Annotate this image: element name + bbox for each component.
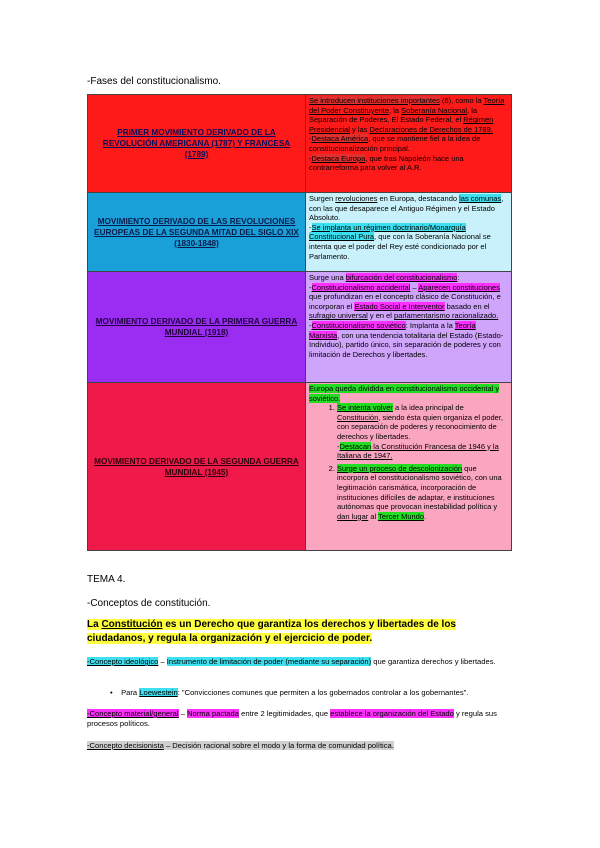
text-span: : "Convicciones comunes que permiten a los gobernados controlar a los gobernantes". xyxy=(177,688,469,697)
text-span: , que tras Napoleón hace una contrarreforma para volver al A.R. xyxy=(309,153,464,173)
text-span: bifurcación del constitucionalismo xyxy=(345,273,458,282)
list-item xyxy=(337,403,508,461)
row-title: MOVIMIENTO DERIVADO DE LA SEGUNDA GUERRA MUNDIAL (1945) xyxy=(88,383,306,551)
text-span: Declaraciones de Derechos de 1789. xyxy=(369,124,493,134)
text-span: Norma pactada xyxy=(187,709,239,718)
text-span: : xyxy=(457,273,460,282)
text-span: -Concepto ideológico xyxy=(87,657,159,666)
text-span: Estado Social e Interventor xyxy=(354,301,445,311)
text-span: Constitución xyxy=(101,619,163,630)
text-span: al xyxy=(368,511,379,521)
row-content xyxy=(306,383,512,551)
text-span: La xyxy=(87,619,102,630)
text-span: Soberanía Nacional xyxy=(401,105,468,115)
text-span: Surge una xyxy=(309,273,346,282)
text-span: - xyxy=(337,441,340,451)
table-row xyxy=(88,383,512,551)
row-title: MOVIMIENTO DERIVADO DE LA PRIMERA GUERRA MUNDIAL (1918) xyxy=(88,272,306,383)
text-span: dan lugar xyxy=(337,511,369,521)
text-span: Tercer Mundo xyxy=(378,511,425,521)
text-span: Constitución xyxy=(337,412,379,422)
text-span: . xyxy=(424,511,427,521)
text-span: Constitucionalismo soviético xyxy=(311,320,406,330)
concepto-ideologico xyxy=(87,657,517,667)
text-span: parlamentarismo racionalizado. xyxy=(394,311,499,321)
text-span: garantiza los derechos y libertades de los ciudadanos, y regula la organización y el ejercicio de poder. xyxy=(87,619,456,644)
text-span: Destaca América xyxy=(311,134,369,144)
text-span: y regula sus procesos políticos. xyxy=(87,709,497,728)
numbered-list xyxy=(309,403,508,521)
text-span: – Decisión racional sobre el modo y la forma de comunidad política. xyxy=(163,741,394,750)
text-span: basado en el xyxy=(444,301,490,311)
text-span: Se introducen instituciones importantes xyxy=(309,96,440,105)
text-span: , la xyxy=(389,105,402,115)
list-item xyxy=(337,464,508,522)
text-span: que garantiza derechos y libertades. xyxy=(371,657,496,666)
row-content xyxy=(306,193,512,272)
concepto-material xyxy=(87,709,517,729)
text-span: que profundizan en el concepto clásico de Constitución, e incorporan el xyxy=(309,292,501,311)
text-span: Instrumento de limitación de poder (mediante su separación) xyxy=(166,657,372,666)
text-span: Destaca Europa xyxy=(311,153,366,163)
text-span: que incorpora el constitucionalismo soviético, con una legitimación carismática, incorporación de instituciones difíciles de adaptar, e instituciones autónomas que provocan inestabilidad política y xyxy=(337,463,502,512)
text-span: -Concepto material/general xyxy=(87,709,179,718)
table-row xyxy=(88,272,512,383)
loewestein-bullet xyxy=(110,688,468,697)
text-span: Surgen xyxy=(309,194,336,203)
text-span: en Europa, destacando xyxy=(377,194,460,203)
text-span: , la Separación de Poderes, El Estado Federal, el xyxy=(309,105,478,125)
table-row xyxy=(88,193,512,272)
text-span: y las xyxy=(349,124,370,134)
text-span: -Concepto decisionista xyxy=(87,741,164,750)
text-span: Régimen Presidencial xyxy=(309,115,494,134)
text-span: - xyxy=(309,320,312,330)
text-span: entre 2 legitimidades, que xyxy=(238,709,331,718)
text-span: – xyxy=(178,709,188,718)
text-span: Surge un proceso de descolonización xyxy=(337,463,463,473)
text-span: , con una tendencia totalitaria del Estado (Estado-Individuo), partido único, sin separación de poderes y con limitación de Derechos y libertades. xyxy=(309,330,504,359)
text-span: – xyxy=(410,282,419,292)
text-span: Destacan xyxy=(339,441,372,451)
text-span: establece la organización del Estado xyxy=(330,709,454,718)
text-span: , que se mantiene fiel a la idea de constitucionalización principal. xyxy=(309,134,481,153)
concepts-heading: -Conceptos de constitución. xyxy=(87,598,211,609)
phases-table xyxy=(87,94,512,551)
text-span: las comunas xyxy=(459,194,502,203)
text-span: , con las que desaparece el Antiguo Régimen y el Estado Absoluto. xyxy=(309,194,504,223)
text-span: la Constitución Francesa de 1946 y la Italiana de 1947. xyxy=(337,441,499,461)
text-span: Europa queda dividida en constitucionalismo occidental y soviético. xyxy=(309,384,500,403)
text-span: Se implanta un régimen doctrinario/Monarquía Constitucional Pura xyxy=(309,222,466,242)
row-title: PRIMER MOVIMIENTO DERIVADO DE LA REVOLUCIÓN AMERICANA (1787) Y FRANCESA (1789) xyxy=(88,95,306,193)
table-row xyxy=(88,95,512,193)
text-span: (6), como la xyxy=(439,96,484,105)
text-span: y en el xyxy=(367,311,395,321)
text-span: a la idea principal de xyxy=(392,403,464,413)
text-span: – xyxy=(158,657,167,666)
bullet-icon: • xyxy=(110,688,122,697)
text-span: Constitucionalismo accidental xyxy=(311,282,411,292)
text-span: Teoría Marxista xyxy=(309,320,476,340)
row-content xyxy=(306,95,512,193)
text-span: Se intenta volver xyxy=(337,403,393,413)
row-content xyxy=(306,272,512,383)
text-span: es un Derecho que xyxy=(162,619,258,630)
text-span: Para xyxy=(121,688,140,697)
text-span: , que con la Soberanía Nacional se intenta que el poder del Rey esté condicionado por el Parlamento. xyxy=(309,232,491,261)
text-span: , siendo ésta quien organiza el poder, con separación de poderes y reconocimiento de derechos y libertades. xyxy=(337,412,503,441)
text-span: Teoría del Poder Constituyente xyxy=(309,96,505,115)
text-span: - xyxy=(309,222,312,232)
text-span: : Implanta a la xyxy=(405,320,455,330)
text-span: - xyxy=(309,134,312,144)
text-span: sufragio universal xyxy=(309,311,368,321)
text-span: - xyxy=(309,153,312,163)
text-span: revoluciones xyxy=(335,194,378,203)
constitucion-definition xyxy=(87,618,517,646)
phases-heading: -Fases del constitucionalismo. xyxy=(87,76,221,87)
row-title: MOVIMIENTO DERIVADO DE LAS REVOLUCIONES EUROPEAS DE LA SEGUNDA MITAD DEL SIGLO XIX (1830-1848) xyxy=(88,193,306,272)
text-span: - xyxy=(309,282,312,292)
text-span: Loewestein xyxy=(139,688,178,697)
text-span: Aparecen constituciones xyxy=(418,282,500,292)
tema-title: TEMA 4. xyxy=(87,574,126,585)
concepto-decisionista xyxy=(87,741,517,751)
